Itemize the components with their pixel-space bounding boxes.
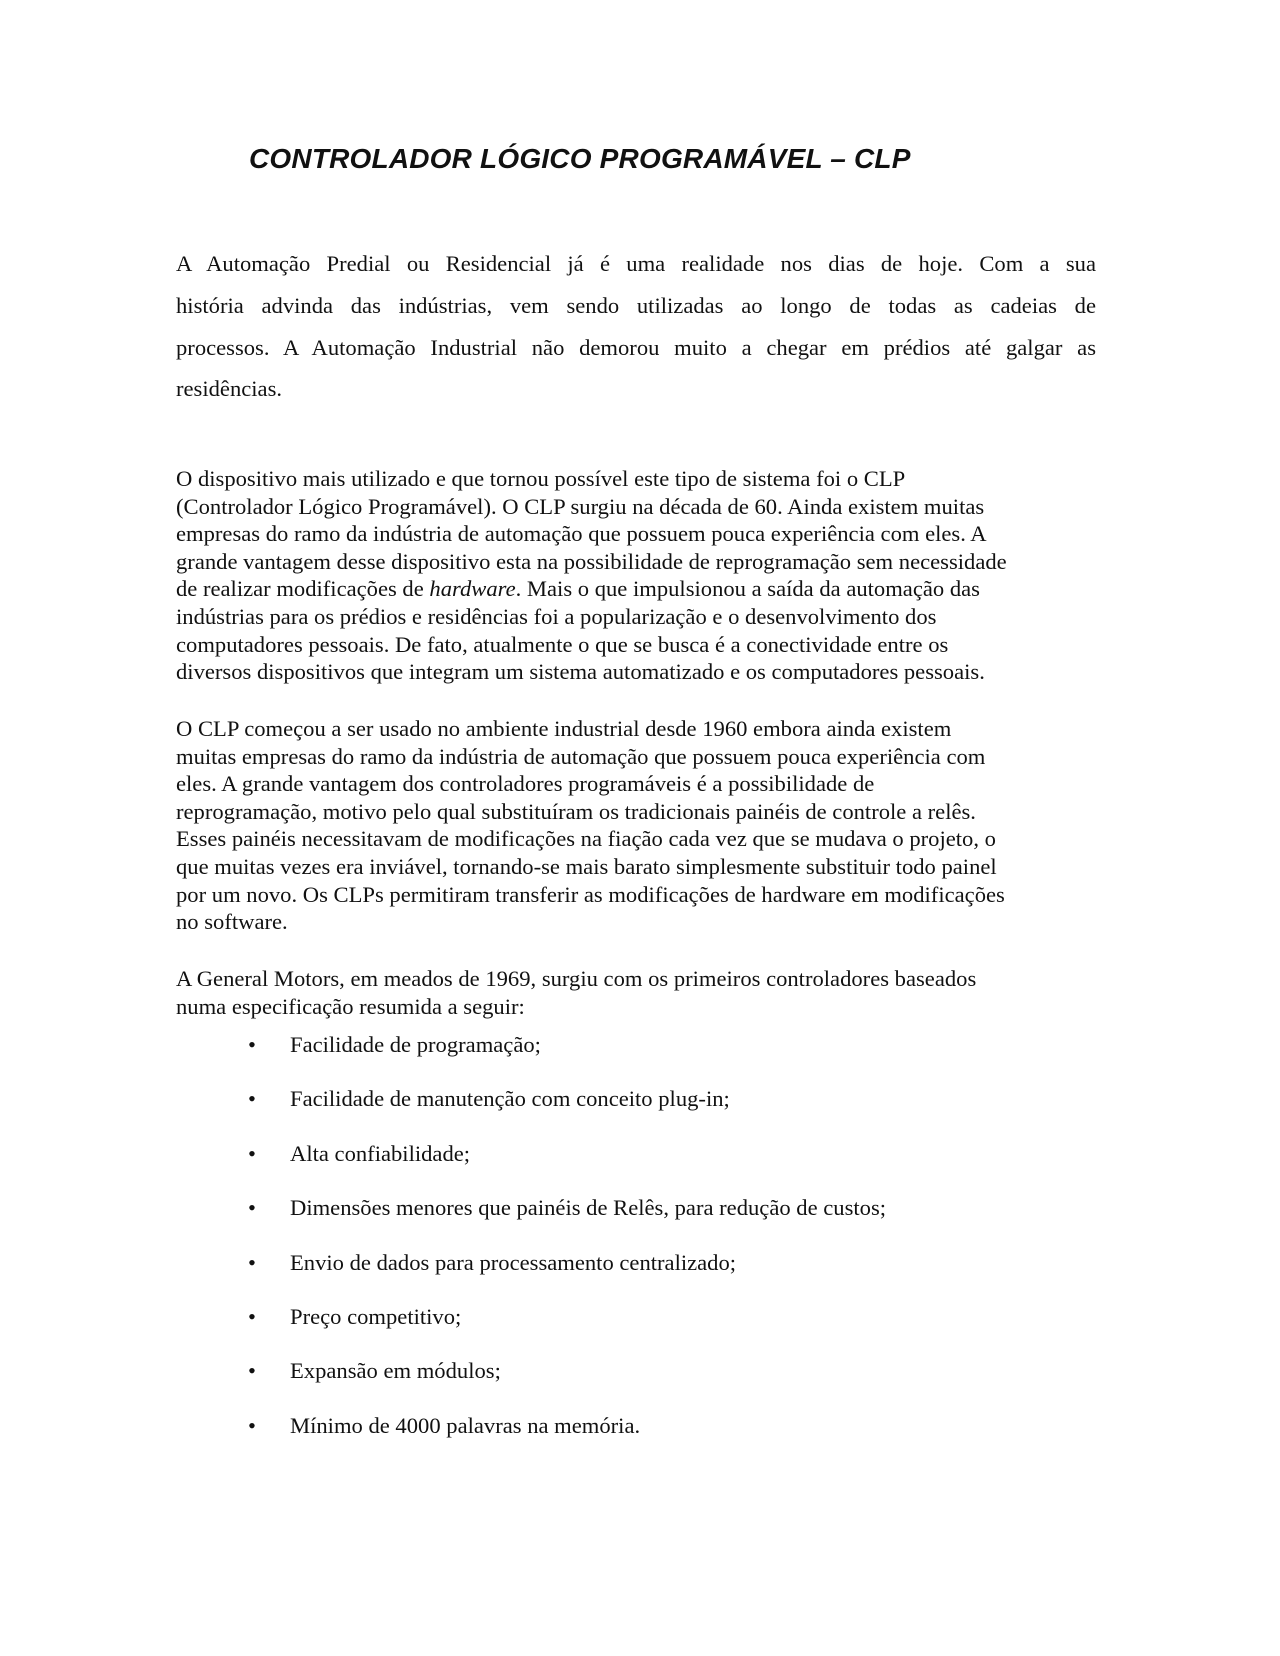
bullet-icon: • bbox=[248, 1032, 256, 1057]
paragraph-line bbox=[176, 575, 1096, 603]
list-item-text: Facilidade de programação; bbox=[290, 1032, 541, 1057]
paragraph-device bbox=[176, 465, 1096, 686]
line-suffix: . Mais o que impulsionou a saída da automação das bbox=[515, 576, 980, 602]
paragraph-line: grande vantagem desse dispositivo esta na possibilidade de reprogramação sem necessidade bbox=[176, 548, 1007, 574]
paragraph-intro bbox=[176, 243, 1096, 410]
paragraph-line: diversos dispositivos que integram um sistema automatizado e os computadores pessoais. bbox=[176, 659, 985, 685]
list-item-text: Dimensões menores que painéis de Relês, para redução de custos; bbox=[290, 1195, 887, 1221]
bullet-icon: • bbox=[248, 1195, 256, 1221]
bullet-icon: • bbox=[248, 1358, 256, 1384]
paragraph-line: no software. bbox=[176, 909, 288, 935]
bullet-icon: • bbox=[248, 1412, 256, 1438]
paragraph-line: O dispositivo mais utilizado e que tornou possível este tipo de sistema foi o CLP bbox=[176, 466, 906, 491]
bullet-icon: • bbox=[248, 1140, 256, 1166]
paragraph-line: reprogramação, motivo pelo qual substituíram os tradicionais painéis de controle a relês. bbox=[176, 798, 976, 824]
paragraph-line: residências. bbox=[176, 376, 283, 402]
paragraph-line: numa especificação resumida a seguir: bbox=[176, 993, 525, 1019]
paragraph-line: processos. A Automação Industrial não demorou muito a chegar em prédios até galgar as bbox=[176, 334, 1096, 360]
document-title: CONTROLADOR LÓGICO PROGRAMÁVEL – CLP bbox=[249, 143, 911, 174]
list-item-text: Facilidade de manutenção com conceito plug-in; bbox=[290, 1086, 730, 1112]
paragraph-line: Esses painéis necessitavam de modificações na fiação cada vez que se mudava o projeto, o bbox=[176, 826, 996, 852]
paragraph-line: muitas empresas do ramo da indústria de automação que possuem pouca experiência com bbox=[176, 743, 986, 769]
paragraph-line: eles. A grande vantagem dos controladores programáveis é a possibilidade de bbox=[176, 771, 875, 797]
paragraph-general-motors bbox=[176, 965, 1096, 1020]
paragraph-line: A Automação Predial ou Residencial já é uma realidade nos dias de hoje. Com a sua bbox=[176, 251, 1096, 276]
paragraph-line: (Controlador Lógico Programável). O CLP surgiu na década de 60. Ainda existem muitas bbox=[176, 493, 985, 519]
paragraph-history bbox=[176, 715, 1096, 936]
list-item-text: Preço competitivo; bbox=[290, 1303, 462, 1329]
paragraph-line: computadores pessoais. De fato, atualmente o que se busca é a conectividade entre os bbox=[176, 631, 949, 657]
paragraph-line: história advinda das indústrias, vem sendo utilizadas ao longo de todas as cadeias de bbox=[176, 292, 1096, 318]
bullet-icon: • bbox=[248, 1249, 256, 1275]
line-prefix: de realizar modificações de bbox=[176, 576, 430, 602]
bullet-icon: • bbox=[248, 1086, 256, 1112]
paragraph-line: que muitas vezes era inviável, tornando-se mais barato simplesmente substituir todo painel bbox=[176, 853, 997, 879]
list-item-text: Expansão em módulos; bbox=[290, 1358, 501, 1384]
italic-term: hardware bbox=[429, 576, 516, 602]
paragraph-line: empresas do ramo da indústria de automação que possuem pouca experiência com eles. A bbox=[176, 521, 987, 547]
paragraph-line: indústrias para os prédios e residências foi a popularização e o desenvolvimento dos bbox=[176, 603, 937, 629]
list-item-text: Mínimo de 4000 palavras na memória. bbox=[290, 1412, 641, 1438]
list-item-text: Envio de dados para processamento centralizado; bbox=[290, 1249, 737, 1275]
paragraph-line: O CLP começou a ser usado no ambiente industrial desde 1960 embora ainda existem bbox=[176, 716, 952, 741]
paragraph-line: A General Motors, em meados de 1969, surgiu com os primeiros controladores baseados bbox=[176, 966, 977, 991]
paragraph-line: por um novo. Os CLPs permitiram transferir as modificações de hardware em modificações bbox=[176, 881, 1005, 907]
list-item-text: Alta confiabilidade; bbox=[290, 1140, 471, 1166]
bullet-icon: • bbox=[248, 1303, 256, 1329]
